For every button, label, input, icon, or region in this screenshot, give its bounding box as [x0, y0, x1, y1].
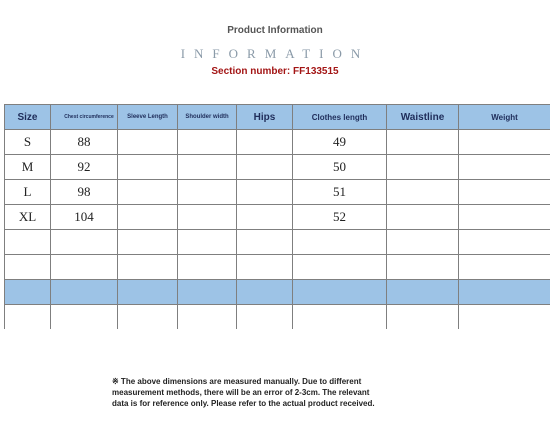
cell-size [5, 305, 51, 330]
cell-hips [237, 230, 293, 255]
cell-waistline [387, 255, 459, 280]
cell-size: L [5, 180, 51, 205]
cell-shoulder-width [178, 230, 237, 255]
cell-chest: 88 [51, 130, 118, 155]
cell-sleeve-length [118, 180, 178, 205]
column-header-clothes-length: Clothes length [293, 105, 387, 130]
cell-shoulder-width [178, 205, 237, 230]
product-information-title: Product Information [227, 25, 323, 36]
cell-clothes-length: 49 [293, 130, 387, 155]
cell-chest: 104 [51, 205, 118, 230]
cell-weight [459, 305, 550, 330]
table-row [5, 280, 550, 305]
cell-weight [459, 180, 550, 205]
cell-shoulder-width [178, 180, 237, 205]
table-row [5, 155, 550, 180]
cell-shoulder-width [178, 305, 237, 330]
cell-chest [51, 305, 118, 330]
cell-waistline [387, 305, 459, 330]
cell-chest [51, 280, 118, 305]
cell-clothes-length [293, 280, 387, 305]
information-subtitle: INFORMATION [180, 46, 370, 61]
cell-sleeve-length [118, 230, 178, 255]
cell-size [5, 280, 51, 305]
cell-hips [237, 205, 293, 230]
table-row [5, 205, 550, 230]
cell-hips [237, 180, 293, 205]
cell-clothes-length: 50 [293, 155, 387, 180]
cell-waistline [387, 155, 459, 180]
cell-waistline [387, 205, 459, 230]
cell-chest: 92 [51, 155, 118, 180]
cell-hips [237, 255, 293, 280]
cell-waistline [387, 280, 459, 305]
cell-hips [237, 130, 293, 155]
cell-weight [459, 130, 550, 155]
table-row [5, 230, 550, 255]
table-row [5, 180, 550, 205]
cell-weight [459, 230, 550, 255]
cell-weight [459, 280, 550, 305]
column-header-chest: Chest circumference [51, 105, 118, 130]
cell-sleeve-length [118, 305, 178, 330]
disclaimer-line: ※ The above dimensions are measured manually. Due to different [112, 377, 362, 386]
cell-shoulder-width [178, 255, 237, 280]
cell-sleeve-length [118, 155, 178, 180]
table-row [5, 130, 550, 155]
column-header-size: Size [5, 105, 51, 130]
column-header-sleeve-length: Sleeve Length [118, 105, 178, 130]
size-chart-table [4, 104, 550, 329]
cell-hips [237, 280, 293, 305]
disclaimer-line: measurement methods, there will be an error of 2-3cm. The relevant [112, 388, 370, 397]
column-header-waistline: Waistline [387, 105, 459, 130]
cell-size: S [5, 130, 51, 155]
cell-size: XL [5, 205, 51, 230]
table-row [5, 305, 550, 330]
cell-waistline [387, 230, 459, 255]
disclaimer-line: data is for reference only. Please refer to the actual product received. [112, 399, 375, 408]
section-number: Section number: FF133515 [211, 66, 339, 77]
column-header-weight: Weight [459, 105, 550, 130]
measurement-disclaimer [112, 376, 452, 409]
cell-chest: 98 [51, 180, 118, 205]
cell-shoulder-width [178, 130, 237, 155]
cell-sleeve-length [118, 130, 178, 155]
cell-clothes-length: 52 [293, 205, 387, 230]
cell-clothes-length: 51 [293, 180, 387, 205]
cell-weight [459, 255, 550, 280]
cell-waistline [387, 130, 459, 155]
cell-weight [459, 205, 550, 230]
table-header-row [5, 105, 550, 130]
cell-shoulder-width [178, 155, 237, 180]
cell-clothes-length [293, 305, 387, 330]
cell-sleeve-length [118, 205, 178, 230]
cell-size: M [5, 155, 51, 180]
column-header-shoulder-width: Shoulder width [178, 105, 237, 130]
table-row [5, 255, 550, 280]
cell-shoulder-width [178, 280, 237, 305]
cell-size [5, 230, 51, 255]
cell-chest [51, 230, 118, 255]
column-header-hips: Hips [237, 105, 293, 130]
cell-hips [237, 305, 293, 330]
cell-weight [459, 155, 550, 180]
cell-sleeve-length [118, 255, 178, 280]
cell-clothes-length [293, 255, 387, 280]
cell-hips [237, 155, 293, 180]
cell-waistline [387, 180, 459, 205]
cell-size [5, 255, 51, 280]
cell-clothes-length [293, 230, 387, 255]
cell-sleeve-length [118, 280, 178, 305]
cell-chest [51, 255, 118, 280]
